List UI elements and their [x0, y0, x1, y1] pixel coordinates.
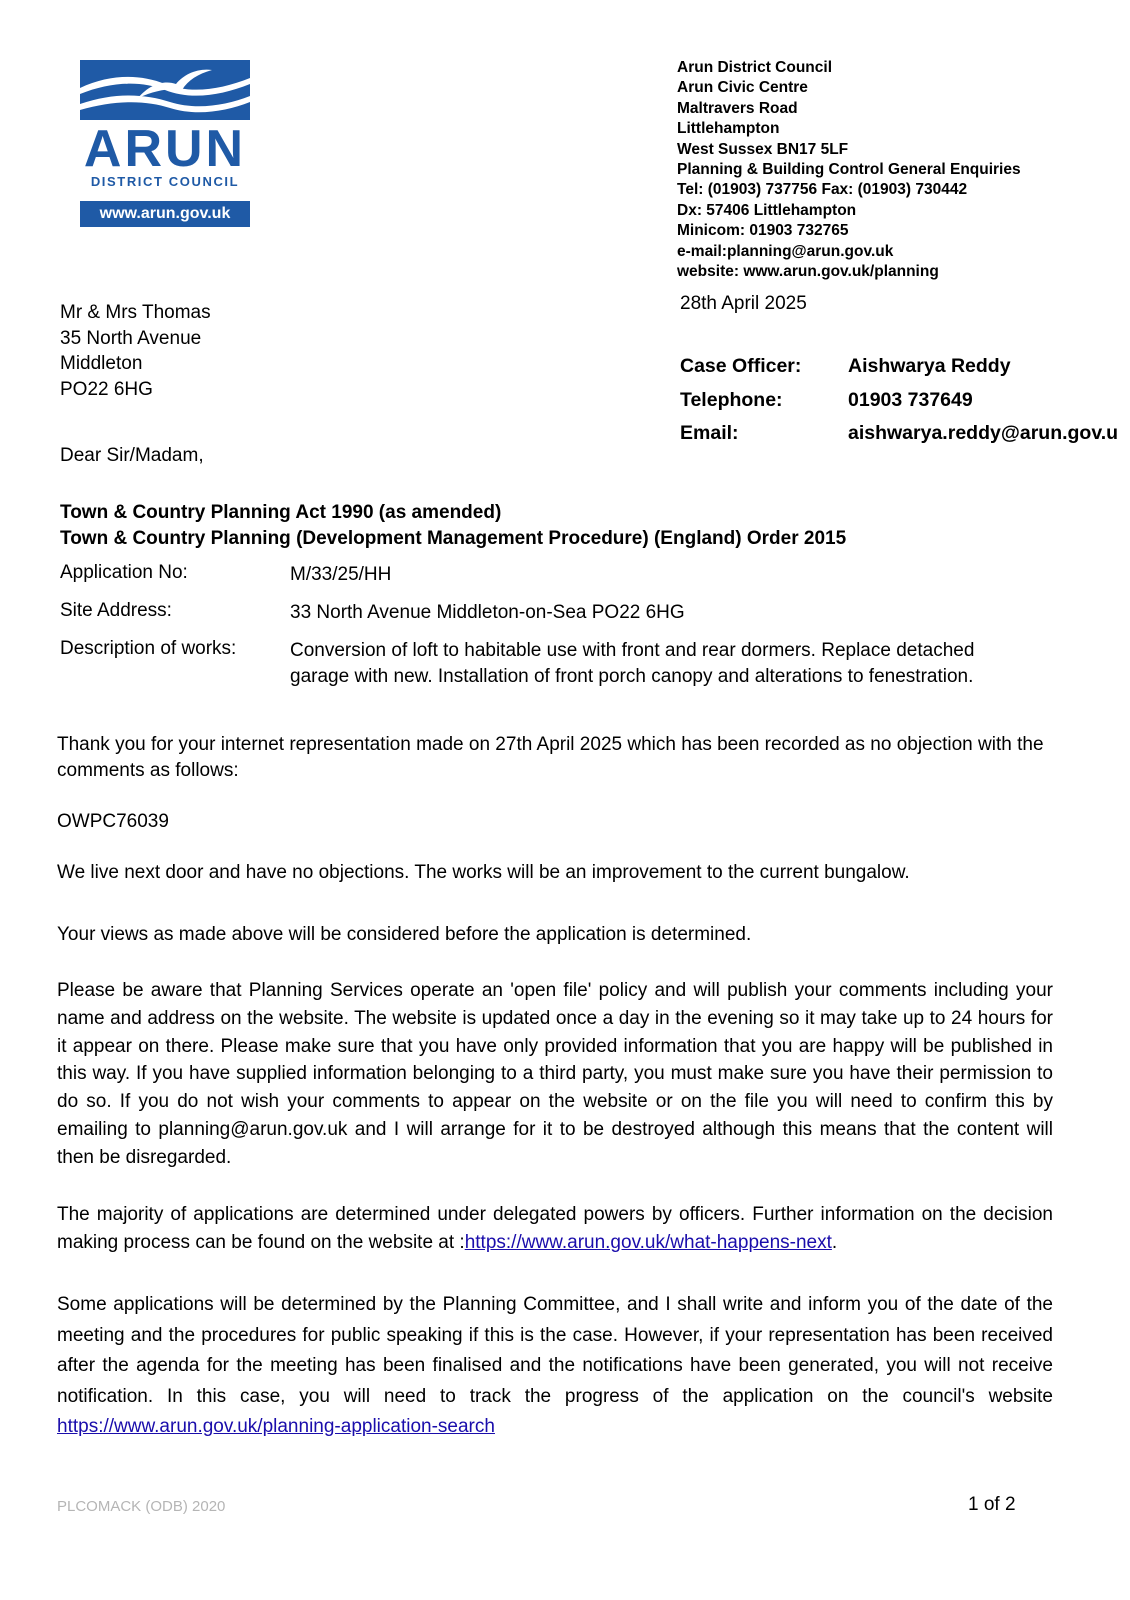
heading-line: Town & Country Planning (Development Management Procedure) (England) Order 2015: [60, 528, 847, 549]
council-address: [677, 58, 1021, 282]
detail-label: Description of works:: [60, 638, 237, 659]
address-line: Arun Civic Centre: [677, 79, 808, 97]
address-line: Tel: (01903) 737756 Fax: (01903) 730442: [677, 181, 968, 199]
majority-paragraph: [57, 1201, 1053, 1257]
act-headings: [60, 500, 846, 552]
detail-value: M/33/25/HH: [290, 564, 392, 585]
logo-subtitle: DISTRICT COUNCIL: [90, 174, 240, 189]
recipient-address: [60, 300, 211, 402]
address-line: Dx: 57406 Littlehampton: [677, 201, 857, 219]
recipient-line: 35 North Avenue: [60, 327, 202, 349]
recipient-line: Middleton: [60, 353, 143, 374]
views-paragraph: Your views as made above will be considered before the application is determined.: [57, 924, 752, 945]
logo-wordmark: ARUN: [83, 120, 247, 178]
committee-paragraph: [57, 1290, 1053, 1443]
contact-label: Case Officer:: [680, 355, 802, 377]
contact-value: 01903 737649: [848, 388, 973, 411]
address-line: Arun District Council: [677, 59, 833, 76]
comment-text: We live next door and have no objections. The works will be an improvement to the current bungalow.: [57, 862, 910, 883]
detail-row: [60, 600, 1035, 626]
application-search-link[interactable]: https://www.arun.gov.uk/planning-application-search: [57, 1416, 495, 1437]
seagull-wave-icon: [80, 60, 250, 120]
contact-value: Aishwarya Reddy: [848, 355, 1011, 377]
salutation: Dear Sir/Madam,: [60, 445, 204, 466]
intro-paragraph: Thank you for your internet representation made on 27th April 2025 which has been recorded as no objection with the comments as follows:: [57, 734, 1044, 781]
letter-date: 28th April 2025: [680, 293, 807, 314]
recipient-line: Mr & Mrs Thomas: [60, 302, 211, 323]
detail-value: 33 North Avenue Middleton-on-Sea PO22 6HG: [290, 602, 685, 623]
committee-text: Some applications will be determined by the Planning Committee, and I shall write and inform you of the date of the meeting and the procedures for public speaking if this is the case. However, if your representation has been received after the agenda for the meeting has been finalised and the notifications have been generated, you will not receive notification. In this case, you will need to track the progress of the application on the council's website: [57, 1294, 1053, 1407]
detail-row: [60, 638, 1035, 690]
address-line: Minicom: 01903 732765: [677, 222, 849, 240]
address-line: Littlehampton: [677, 120, 780, 138]
contact-label: Email:: [680, 422, 739, 444]
application-details: [60, 562, 1035, 690]
detail-label: Site Address:: [60, 600, 172, 621]
address-line: West Sussex BN17 5LF: [677, 140, 849, 158]
logo-website[interactable]: www.arun.gov.uk: [80, 201, 250, 227]
detail-value: Conversion of loft to habitable use with front and rear dormers. Replace detached garage with new. Installation of front porch canopy and alterations to fenestration.: [290, 640, 975, 687]
detail-label: Application No:: [60, 562, 188, 583]
council-logo: [80, 60, 250, 227]
comment-reference: OWPC76039: [57, 811, 169, 832]
address-line: e-mail:planning@arun.gov.uk: [677, 242, 894, 260]
address-line: website: www.arun.gov.uk/planning: [677, 263, 939, 281]
contact-label: Telephone:: [680, 388, 783, 411]
heading-line: Town & Country Planning Act 1990 (as amended): [60, 502, 502, 523]
detail-row: [60, 562, 1035, 588]
page-number: 1 of 2: [968, 1494, 1016, 1515]
form-code: PLCOMACK (ODB) 2020: [57, 1498, 226, 1515]
recipient-line: PO22 6HG: [60, 378, 153, 400]
address-line: Maltravers Road: [677, 99, 798, 117]
open-file-paragraph: Please be aware that Planning Services operate an 'open file' policy and will publish your comments including your name and address on the website. The website is updated once a day in the evening so it may take up to 24 hours for it appear on there. Please make sure that you have only provided information that you are happy will be published in this way. If you have supplied information belonging to a third party, you must make sure you have their permission to do so. If you do not wish your comments to appear on the website or on the file you will need to confirm this by emailing to planning@arun.gov.uk and I will arrange for it to be destroyed although this means that the content will then be disregarded.: [57, 980, 1053, 1168]
contact-email[interactable]: aishwarya.reddy@arun.gov.u: [848, 422, 1119, 444]
majority-text: The majority of applications are determined under delegated powers by officers. Further information on the decision making process can be found on the website at :: [57, 1204, 1053, 1253]
majority-end: .: [831, 1232, 838, 1253]
address-line: Planning & Building Control General Enquiries: [677, 161, 1021, 179]
what-happens-next-link[interactable]: https://www.arun.gov.uk/what-happens-next: [464, 1232, 832, 1253]
